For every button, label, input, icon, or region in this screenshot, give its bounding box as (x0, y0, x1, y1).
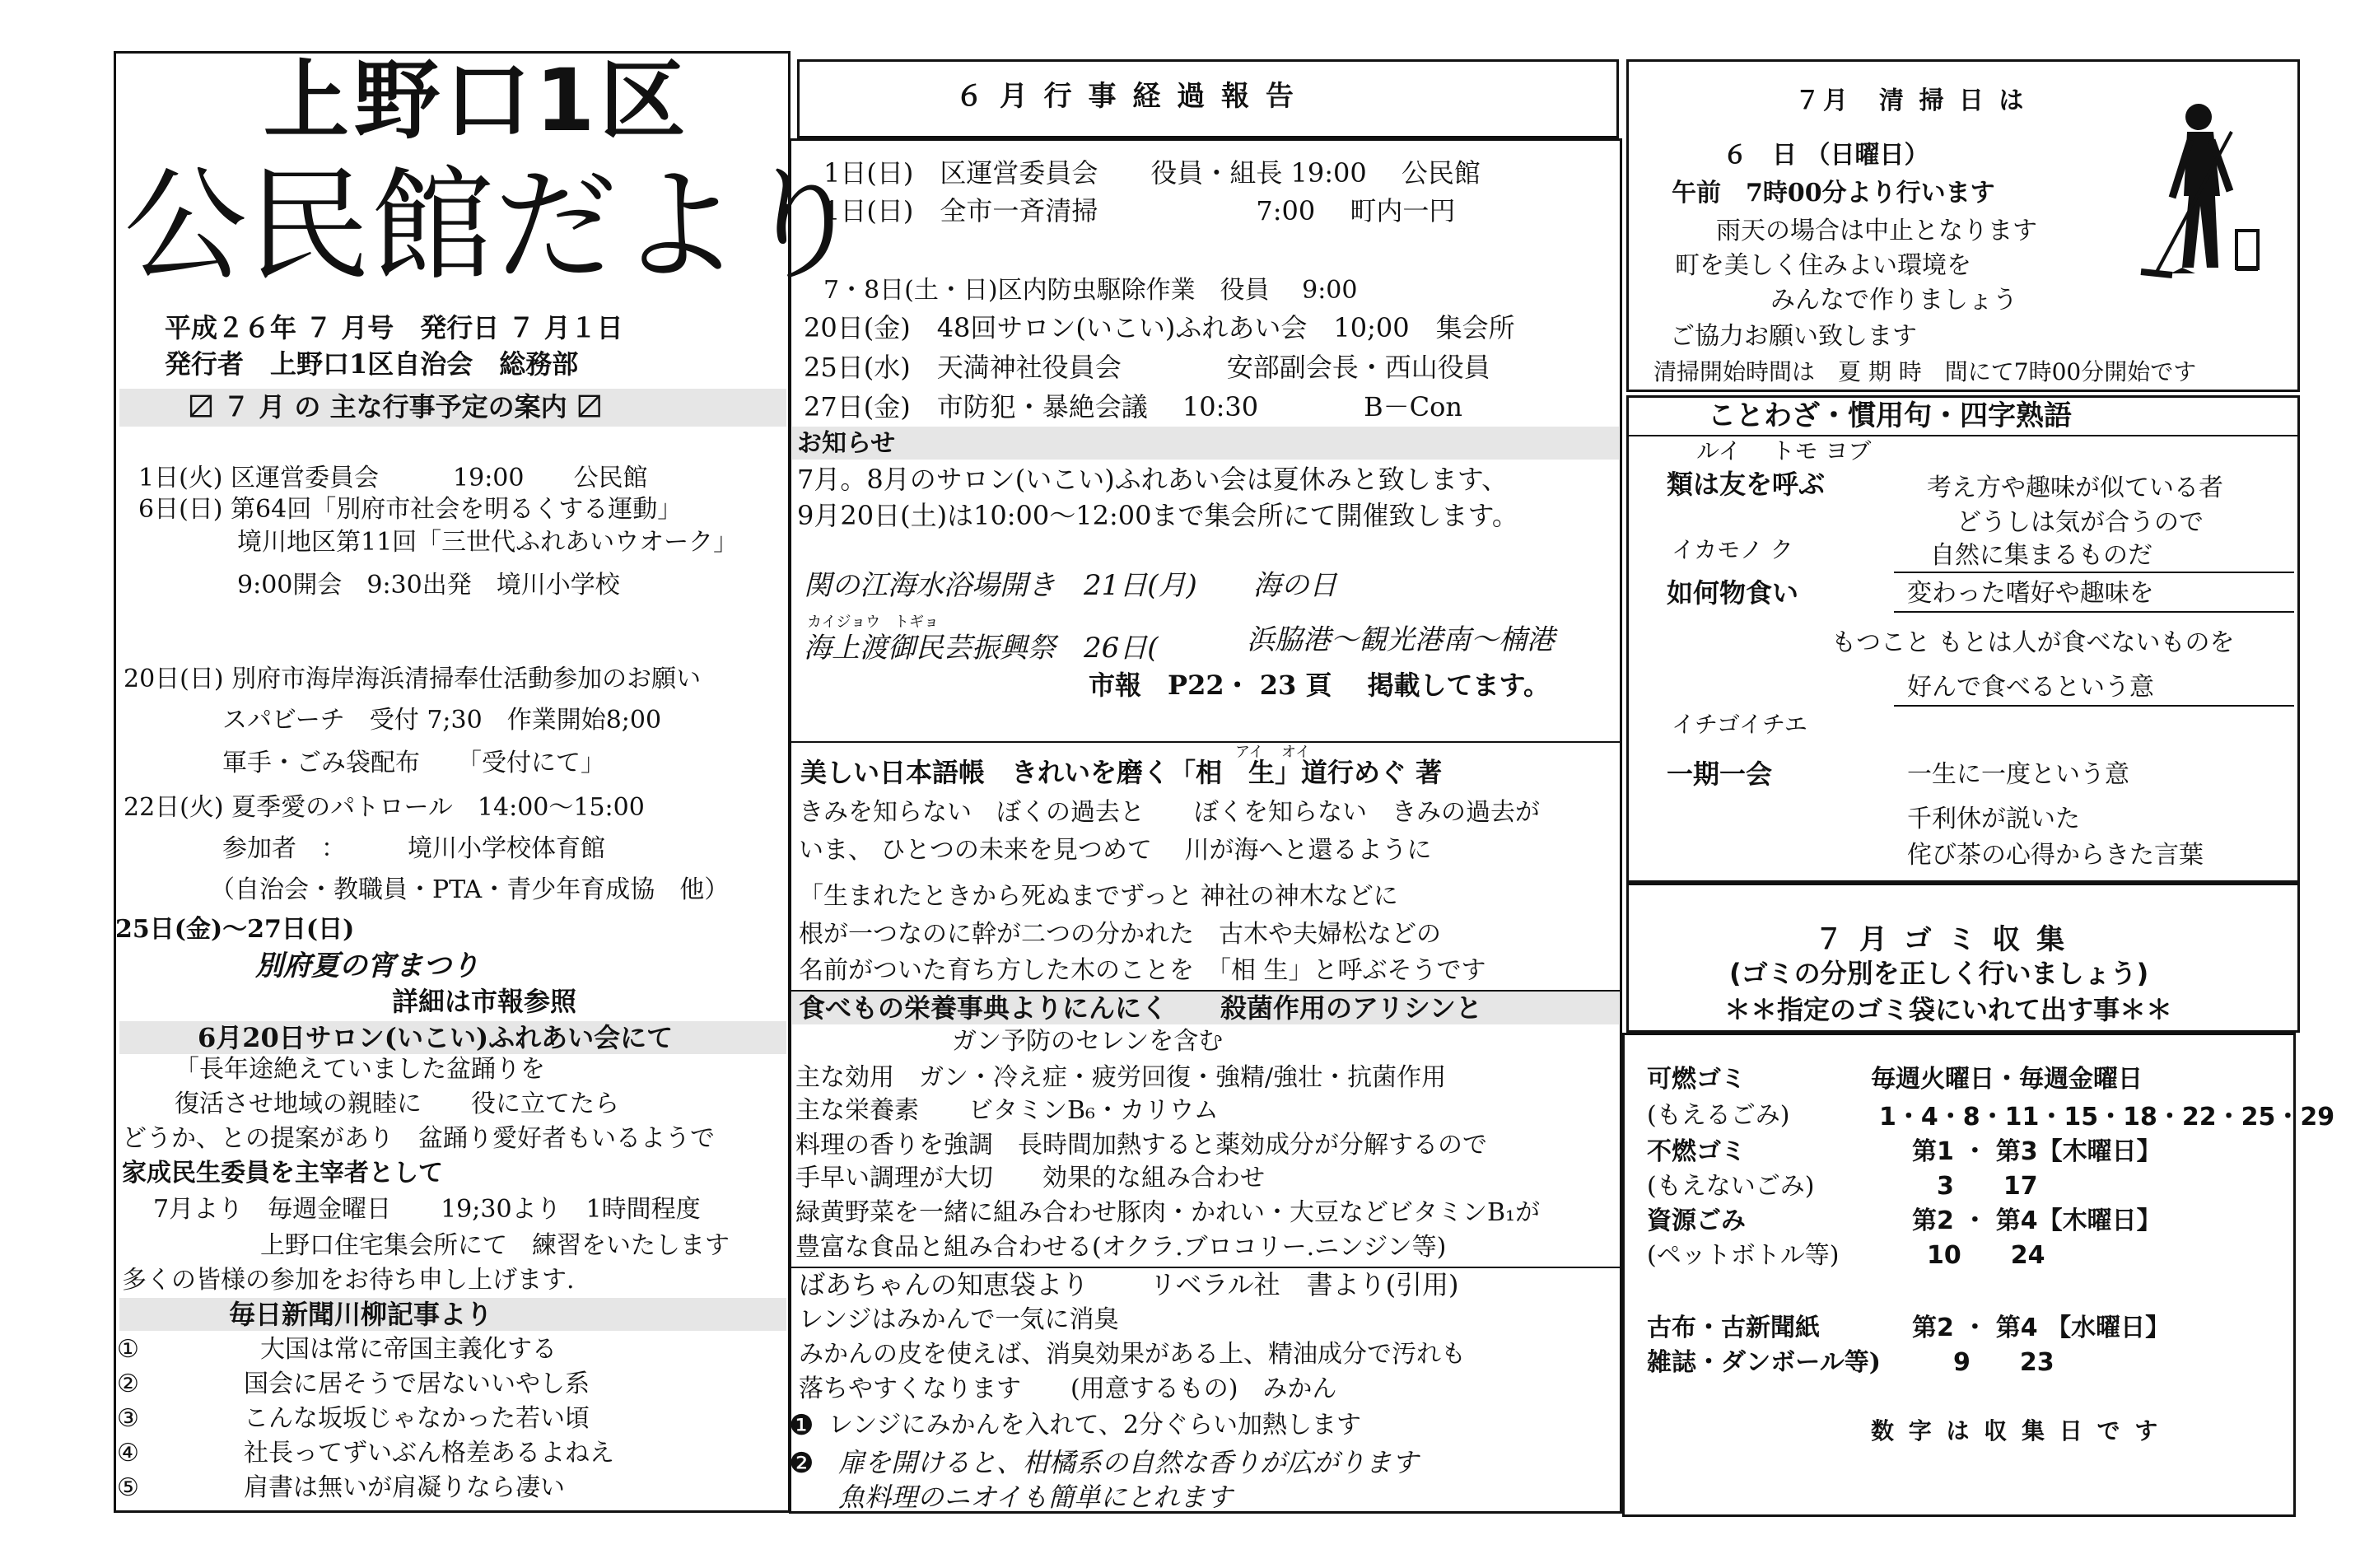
garbage-dates: 9 23 (1953, 1348, 2055, 1377)
underline (1894, 705, 2294, 707)
proverb-word: 類は友を呼ぶ (1667, 469, 1826, 500)
underline (1894, 572, 2294, 573)
garbage-label: (もえるごみ) (1647, 1101, 1790, 1130)
garbage-schedule: 第1 ・ 第3【木曜日】 (1912, 1137, 2162, 1166)
proverb-meaning: 自然に集まるものだ (1930, 541, 2152, 570)
proverb-meaning: 千利休が説いた (1907, 805, 2080, 833)
food-line: 主な栄養素 ビタミンB₆・カリウム (795, 1096, 1219, 1125)
garbage-label: (ペットボトル等) (1647, 1241, 1840, 1270)
left-line: 多くの皆様の参加をお待ち申し上げます. (122, 1266, 575, 1295)
schedule-header: 〼 ７ 月 の 主な行事予定の案内 〼 (188, 391, 603, 422)
left-line: 22日(火) 夏季愛のパトロール 14:00～15:00 (124, 793, 645, 822)
food-line: 豊富な食品と組み合わせる(オクラ.ブロコリー.ニンジン等) (795, 1233, 1447, 1262)
report-line: 1日(日) 区運営委員会 役員・組長 19:00 公民館 (823, 157, 1481, 189)
cleaning-line: 町を美しく住みよい環境を (1675, 251, 1971, 280)
garbage-label: (もえないごみ) (1647, 1172, 1815, 1201)
proverb-word: 一期一会 (1667, 758, 1773, 790)
proverb-meaning: 好んで食べるという意 (1907, 673, 2154, 702)
proverb-meaning: 考え方や趣味が似ている者 (1927, 474, 2223, 502)
left-line: 「長年途絶えていました盆踊りを (175, 1055, 545, 1084)
garbage-label: 雑誌・ダンボール等) (1647, 1348, 1881, 1377)
event-line: 市報 P22・ 23 頁 掲載してます。 (1089, 670, 1550, 701)
report-title: ６ 月 行 事 経 過 報 告 (955, 80, 1297, 113)
garbage-schedule: 第2 ・ 第4 【水曜日】 (1912, 1314, 2171, 1342)
left-line: 20日(日) 別府市海岸海浜清掃奉仕活動参加のお願い (124, 665, 702, 693)
food-line: ガン予防のセレンを含む (952, 1027, 1224, 1056)
notice-title: お知らせ (797, 429, 896, 458)
proverb-meaning: 変わった嗜好や趣味を (1907, 579, 2154, 608)
step-number: ❷ (789, 1447, 814, 1480)
poem-line: 名前がついた育ち方した木のことを 「相 生」と呼ぶそうです (799, 956, 1486, 985)
notice-line: 7月。8月のサロン(いこい)ふれあい会は夏休みと致します、 (797, 464, 1509, 495)
ruby-ai: アイ (1235, 744, 1264, 761)
left-line: どうか、との提案があり 盆踊り愛好者もいるようで (122, 1124, 715, 1153)
left-line: 別府夏の宵まつり (255, 950, 479, 982)
garbage-label: 資源ごみ (1647, 1206, 1746, 1235)
step-text: 魚料理のニオイも簡単にとれます (838, 1482, 1233, 1513)
proverb-meaning: もつこと もとは人が食べないものを (1831, 628, 2235, 657)
grandma-line: 落ちやすくなります (用意するもの) みかん (799, 1374, 1337, 1403)
notice-line: 9月20日(土)は10:00～12:00まで集会所にて開催致します。 (797, 500, 1518, 531)
left-line: スパビーチ 受付 7;30 作業開始8;00 (124, 706, 662, 735)
left-line: 1日(火) 区運営委員会 19:00 公民館 (138, 464, 648, 492)
left-line: 復活させ地域の親睦に 役に立てたら (175, 1090, 619, 1118)
grandma-line: みかんの皮を使えば、消臭効果がある上、精油成分で汚れも (799, 1340, 1466, 1369)
left-line: 上野口住宅集会所にて 練習をいたします (260, 1231, 730, 1260)
left-line: 6月20日サロン(いこい)ふれあい会にて (198, 1022, 674, 1053)
senryu-number: ④ (117, 1439, 139, 1468)
ruby-kaijo: カイジョウ (807, 614, 881, 631)
senryu-text: 国会に居そうで居ないいやし系 (244, 1370, 590, 1398)
senryu-text: 社長ってずいぶん格差あるよねえ (244, 1439, 614, 1468)
notice-band (792, 427, 1619, 460)
poem-line: いま、 ひとつの未来を見つめて 川が海へと還るように (799, 836, 1432, 865)
garbage-schedule: 第2 ・ 第4【木曜日】 (1912, 1206, 2162, 1235)
proverb-meaning: どうしは気が合うので (1957, 508, 2204, 537)
proverb-title: ことわざ・慣用句・四字熟語 (1708, 399, 2072, 432)
senryu-text: こんな坂坂じゃなかった若い頃 (244, 1404, 590, 1433)
step-text: 扉を開けると、柑橘系の自然な香りが広がります (838, 1447, 1419, 1478)
report-line: 1日(日) 全市一斉清掃 7:00 町内一円 (823, 195, 1456, 226)
proverb-reading: イチゴイチエ (1672, 711, 1807, 738)
food-title: 食べもの栄養事典よりにんにく 殺菌作用のアリシンと (799, 992, 1482, 1024)
report-line: 27日(金) 市防犯・暴絶会議 10:30 B－Con (804, 391, 1462, 422)
left-line: （自治会・教職員・PTA・青少年育成協 他） (124, 875, 730, 904)
poem-title: 美しい日本語帳 きれいを磨く「相 生」道行めぐ 著 (800, 757, 1443, 788)
food-line: 手早い調理が大切 効果的な組み合わせ (795, 1164, 1265, 1192)
garbage-title: ７ 月 ゴ ミ 収 集 (1815, 923, 2068, 956)
food-line: 主な効用 ガン・冷え症・疲労回復・強精/強壮・抗菌作用 (795, 1063, 1447, 1092)
proverb-word: 如何物食い (1667, 577, 1799, 609)
proverb-reading: ルイ トモ ヨブ (1696, 437, 1872, 464)
poem-line: 「生まれたときから死ぬまでずっと 神社の神木などに (799, 882, 1398, 911)
left-line: 25日(金)～27日(日) (115, 915, 355, 944)
senryu-number: ② (117, 1370, 139, 1398)
left-line: 7月より 毎週金曜日 19;30より 1時間程度 (153, 1195, 701, 1224)
senryu-text: 大国は常に帝国主義化する (260, 1335, 557, 1364)
cleaning-line: 雨天の場合は中止となります (1716, 217, 2037, 245)
poem-line: きみを知らない ぼくの過去と ぼくを知らない きみの過去が (799, 798, 1540, 827)
left-line: 参加者 ： 境川小学校体育館 (124, 834, 605, 863)
cleaning-line: ご協力お願い致します (1670, 322, 1917, 351)
left-line: 軍手・ごみ袋配布 「受付にて」 (124, 749, 605, 777)
left-line: 6日(日) 第64回「別府市社会を明るくする運動」 (138, 495, 683, 524)
masthead-title-line2: 公民館だより (124, 155, 865, 298)
senryu-number: ⑤ (117, 1473, 139, 1502)
cleaning-title: ７月 清 掃 日 は (1795, 86, 2027, 115)
issue-line: 平成２６年 ７ 月号 発行日 ７ 月１日 (165, 312, 623, 343)
sweeping-person-icon (2133, 99, 2273, 288)
proverb-meaning: 侘び茶の心得からきた言葉 (1907, 841, 2204, 870)
garbage-dates: 10 24 (1927, 1241, 2045, 1270)
food-line: 料理の香りを強調 長時間加熱すると薬効成分が分解するので (795, 1131, 1487, 1160)
senryu-number: ① (117, 1335, 139, 1364)
event-line: 関の江海水浴場開き 21日(月) 海の日 (804, 569, 1337, 602)
garbage-label: 古布・古新聞紙 (1647, 1314, 1820, 1342)
left-line: 毎日新聞川柳記事より (229, 1299, 493, 1330)
ruby-togyo: トギョ (894, 614, 939, 631)
ruby-oi: オイ (1281, 744, 1311, 761)
underline (1894, 611, 2294, 613)
report-line: 20日(金) 48回サロン(いこい)ふれあい会 10;00 集会所 (804, 312, 1515, 343)
garbage-label: 不燃ゴミ (1647, 1137, 1746, 1166)
left-line: 詳細は市報参照 (392, 986, 577, 1017)
poem-line: 根が一つなのに幹が二つの分かれた 古木や夫婦松などの (799, 920, 1441, 949)
senryu-text: 肩書は無いが肩凝りなら凄い (244, 1473, 565, 1502)
left-line: 境川地区第11回「三世代ふれあいウオーク」 (138, 528, 739, 557)
event-line: 浜脇港～観光港南～楠港 (1247, 623, 1555, 656)
event-line: 海上渡御民芸振興祭 26日( (804, 632, 1159, 665)
proverb-meaning: 一生に一度という意 (1907, 760, 2129, 789)
step-text: レンジにみかんを入れて、2分ぐらい加熱します (828, 1411, 1361, 1440)
left-line: 9:00開会 9:30出発 境川小学校 (138, 571, 620, 600)
senryu-number: ③ (117, 1404, 139, 1433)
grandma-title: ばあちゃんの知恵袋より リベラル社 書より(引用) (799, 1269, 1459, 1300)
garbage-schedule: 毎週火曜日・毎週金曜日 (1871, 1065, 2143, 1094)
garbage-label: 可燃ゴミ (1647, 1065, 1746, 1094)
report-line: 7・8日(土・日)区内防虫駆除作業 役員 9:00 (823, 276, 1358, 305)
masthead-title-line1: 上野口1区 (264, 50, 691, 151)
garbage-subtitle: (ゴミの分別を正しく行いましょう) (1729, 958, 2149, 989)
garbage-dates: 3 17 (1937, 1172, 2038, 1201)
publisher-line: 発行者 上野口1区自治会 総務部 (165, 348, 579, 380)
grandma-line: レンジはみかんで一気に消臭 (799, 1305, 1119, 1334)
garbage-subtitle: ＊＊指定のゴミ袋にいれて出す事＊＊ (1724, 994, 2173, 1025)
cleaning-line: みんなで作りましょう (1770, 286, 2017, 315)
step-number: ❶ (789, 1409, 814, 1442)
report-line: 25日(水) 天満神社役員会 安部副会長・西山役員 (804, 352, 1490, 383)
divider (791, 741, 1621, 743)
food-line: 緑黄野菜を一緒に組み合わせ豚肉・かれい・大豆などビタミンB₁が (795, 1198, 1541, 1227)
garbage-dates: 1・4・8・11・15・18・22・25・29 (1879, 1103, 2335, 1132)
garbage-note: 数 字 は 収 集 日 で す (1871, 1417, 2162, 1444)
cleaning-line: 清掃開始時間は 夏 期 時 間にて7時00分開始です (1653, 358, 2197, 385)
cleaning-line: ６ 日 （日曜日） (1723, 141, 1929, 170)
proverb-reading: イカモノ ク (1672, 536, 1793, 563)
left-line: 家成民生委員を主宰者として (122, 1159, 443, 1188)
cleaning-line: 午前 7時00分より行います (1672, 179, 1995, 208)
